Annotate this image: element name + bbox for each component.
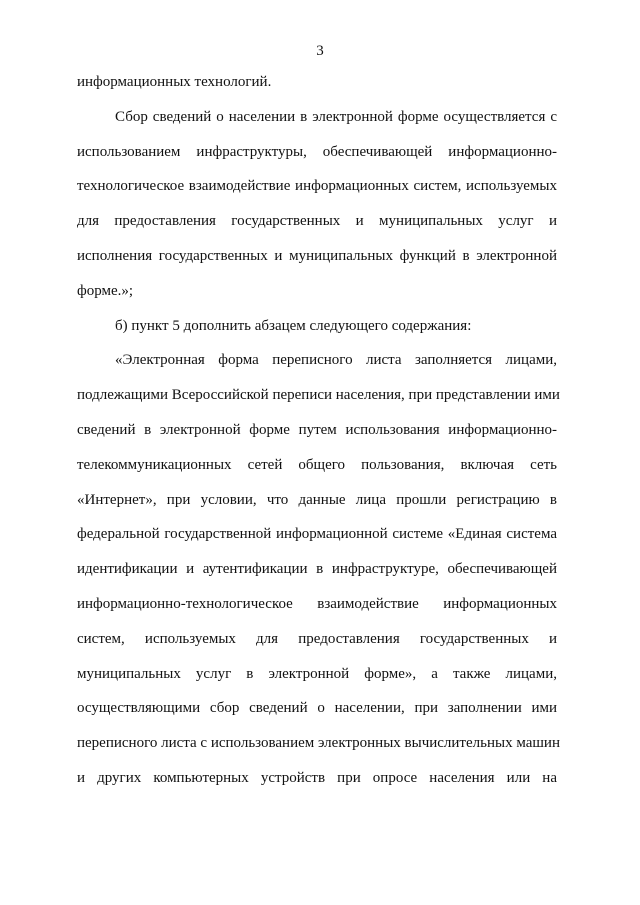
text-line: сведений в электронной форме путем использования информационно- — [77, 421, 557, 438]
document-body — [77, 73, 560, 804]
text-line: и других компьютерных устройств при опросе населения или на — [77, 769, 557, 786]
text-line: технологическое взаимодействие информационных систем, используемых — [77, 178, 557, 195]
text-line: муниципальных услуг в электронной форме», а также лицами, — [77, 665, 557, 682]
text-line: для предоставления государственных и муниципальных услуг и — [77, 213, 557, 230]
paragraph-first-line: б) пункт 5 дополнить абзацем следующего содержания: — [115, 317, 472, 334]
paragraph-first-line: «Электронная форма переписного листа заполняется лицами, — [115, 352, 557, 369]
page-number: 3 — [316, 43, 324, 59]
text-line: форме.»; — [77, 282, 134, 299]
paragraph-first-line: Сбор сведений о населении в электронной форме осуществляется с — [115, 108, 557, 125]
text-line: федеральной государственной информационной системе «Единая система — [77, 526, 557, 543]
text-line: исполнения государственных и муниципальных функций в электронной — [77, 247, 557, 264]
text-line: телекоммуникационных сетей общего пользования, включая сеть — [77, 456, 557, 473]
text-line: информационно-технологическое взаимодействие информационных — [77, 595, 557, 612]
text-line: осуществляющими сбор сведений о населении, при заполнении ими — [77, 700, 557, 717]
text-line: идентификации и аутентификации в инфраструктуре, обеспечивающей — [77, 561, 557, 578]
text-line: использованием инфраструктуры, обеспечивающей информационно- — [77, 143, 557, 160]
text-line: систем, используемых для предоставления государственных и — [77, 630, 557, 647]
text-line: переписного листа с использованием электронных вычислительных машин — [77, 735, 560, 752]
text-line: подлежащими Всероссийской переписи населения, при представлении ими — [77, 387, 560, 404]
text-line: «Интернет», при условии, что данные лица прошли регистрацию в — [77, 491, 557, 508]
text-line: информационных технологий. — [77, 74, 272, 90]
